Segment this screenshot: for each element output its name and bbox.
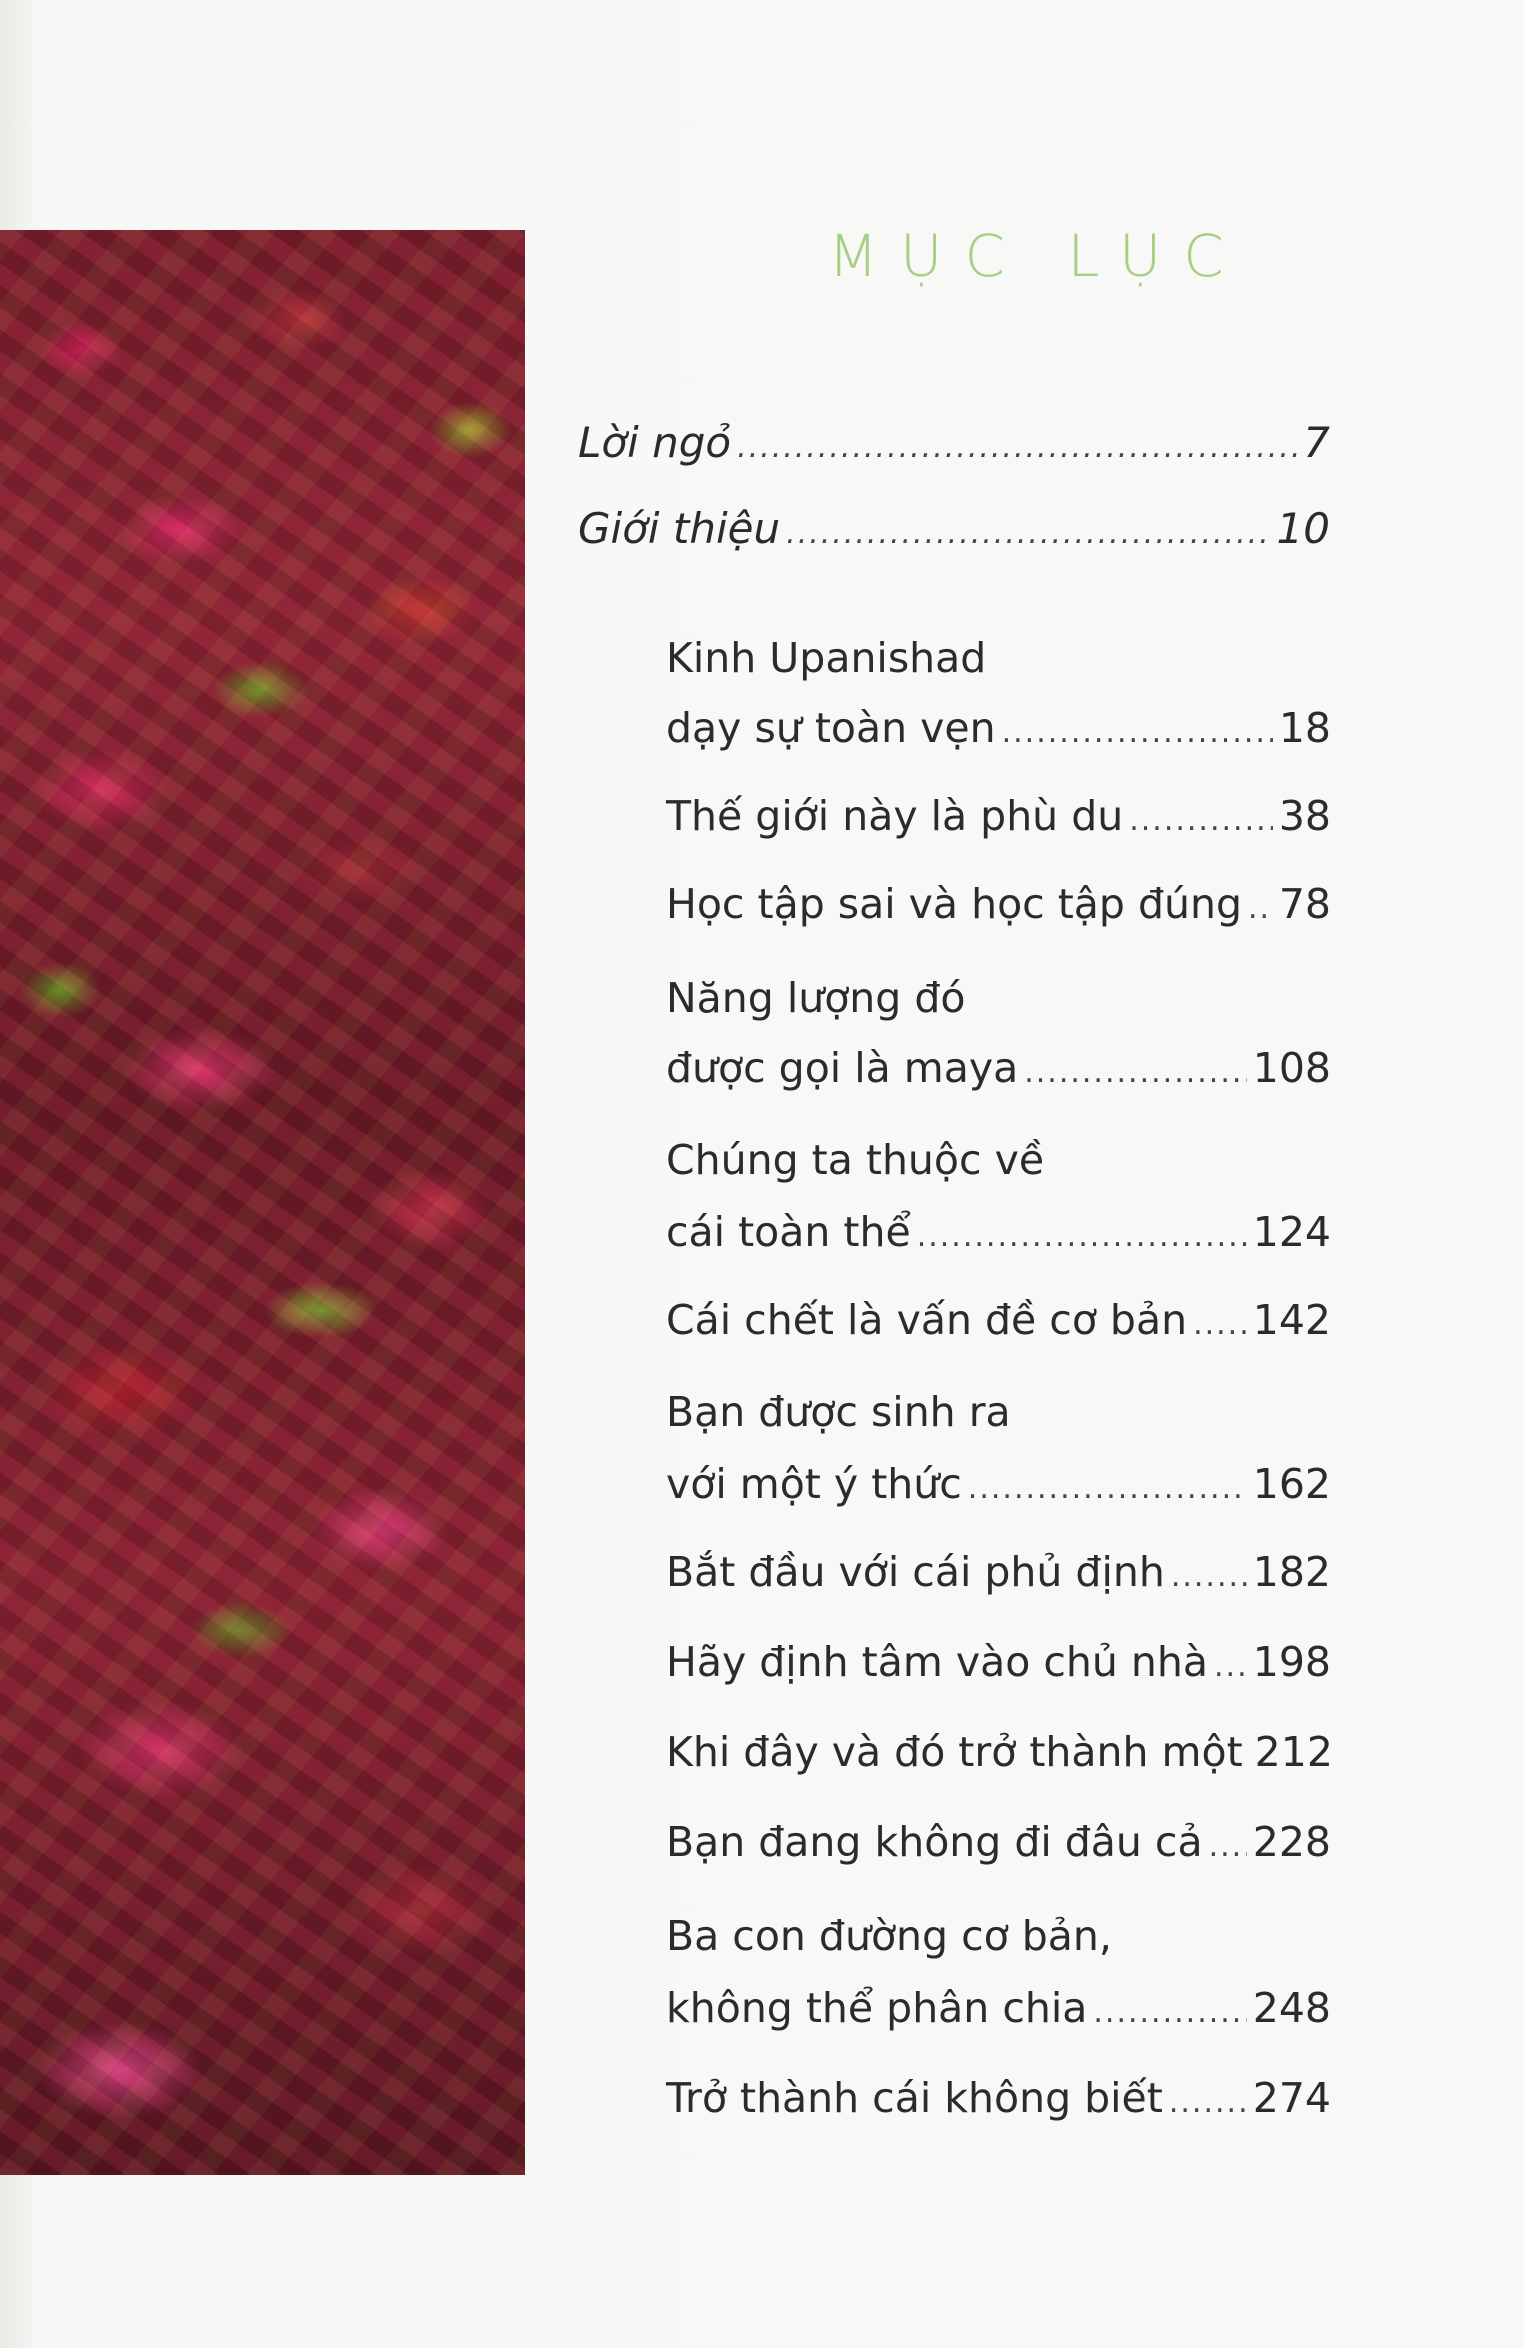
toc-entry-4 [666, 1044, 1331, 1092]
toc-entry-label: được gọi là maya [666, 1044, 1019, 1092]
toc-entry-page: 18 [1278, 704, 1331, 752]
toc-entry-8 [666, 1548, 1331, 1596]
table-of-contents [578, 0, 1398, 2348]
toc-entry-page: 162 [1252, 1460, 1331, 1508]
toc-leader-dots [1093, 1998, 1246, 2028]
toc-entry-line1: Năng lượng đó [666, 974, 966, 1022]
toc-title: MỤC LỤC [828, 222, 1246, 290]
toc-entry-page: 228 [1252, 1818, 1331, 1866]
toc-entry-label: không thể phân chia [666, 1984, 1088, 2032]
toc-entry-9 [666, 1638, 1331, 1686]
toc-leader-dots [1024, 1058, 1247, 1088]
toc-entry-3 [666, 880, 1331, 928]
toc-entry-page: 38 [1278, 792, 1331, 840]
toc-leader-dots [786, 519, 1270, 549]
toc-entry-1 [666, 704, 1331, 752]
toc-entry-page: 108 [1252, 1044, 1331, 1092]
toc-entry-front-1 [578, 418, 1330, 467]
toc-entry-page: 124 [1252, 1208, 1331, 1256]
toc-entry-line1: Chúng ta thuộc về [666, 1136, 1045, 1184]
toc-leader-dots [1248, 894, 1273, 924]
toc-entry-label: với một ý thức [666, 1460, 962, 1508]
toc-entry-page: 182 [1252, 1548, 1331, 1596]
toc-leader-dots [1193, 1310, 1247, 1340]
toc-entry-label: Thế giới này là phù du [666, 792, 1124, 840]
toc-entry-label: Khi đây và đó trở thành một [666, 1728, 1243, 1776]
toc-leader-dots [1209, 1832, 1247, 1862]
toc-leader-dots [1171, 1562, 1247, 1592]
toc-entry-label: Hãy định tâm vào chủ nhà [666, 1638, 1208, 1686]
toc-entry-label: Bạn đang không đi đâu cả [666, 1818, 1203, 1866]
toc-entry-page: 212 [1254, 1728, 1333, 1776]
toc-leader-dots [1129, 806, 1273, 836]
toc-entry-2 [666, 792, 1331, 840]
toc-leader-dots [737, 433, 1297, 463]
toc-entry-front-2 [578, 504, 1330, 553]
toc-entry-label: dạy sự toàn vẹn [666, 704, 996, 752]
toc-entry-label: Học tập sai và học tập đúng [666, 880, 1243, 928]
toc-entry-page: 78 [1278, 880, 1331, 928]
toc-entry-page: 10 [1276, 504, 1330, 553]
toc-entry-line1: Ba con đường cơ bản, [666, 1912, 1112, 1960]
toc-leader-dots [968, 1474, 1247, 1504]
toc-entry-7 [666, 1460, 1331, 1508]
toc-leader-dots [917, 1222, 1247, 1252]
toc-leader-dots [1169, 2088, 1247, 2118]
red-leaves-photo [0, 230, 525, 2175]
toc-entry-13 [666, 2074, 1331, 2122]
toc-entry-5 [666, 1208, 1331, 1256]
toc-entry-label: Cái chết là vấn đề cơ bản [666, 1296, 1188, 1344]
toc-entry-label: cái toàn thể [666, 1208, 911, 1256]
toc-leader-dots [1214, 1652, 1247, 1682]
toc-leader-dots [1002, 718, 1273, 748]
toc-entry-label: Giới thiệu [578, 504, 781, 553]
toc-entry-label: Lời ngỏ [578, 418, 732, 467]
toc-entry-label: Bắt đầu với cái phủ định [666, 1548, 1165, 1596]
toc-entry-page: 274 [1252, 2074, 1331, 2122]
toc-entry-11 [666, 1818, 1331, 1866]
toc-entry-10 [666, 1728, 1333, 1776]
toc-entry-page: 7 [1303, 418, 1330, 467]
toc-entry-page: 198 [1252, 1638, 1331, 1686]
toc-entry-line1: Kinh Upanishad [666, 634, 987, 682]
toc-entry-page: 142 [1252, 1296, 1331, 1344]
toc-entry-12 [666, 1984, 1331, 2032]
toc-entry-line1: Bạn được sinh ra [666, 1388, 1011, 1436]
toc-entry-6 [666, 1296, 1331, 1344]
toc-entry-page: 248 [1252, 1984, 1331, 2032]
toc-entry-label: Trở thành cái không biết [666, 2074, 1163, 2122]
